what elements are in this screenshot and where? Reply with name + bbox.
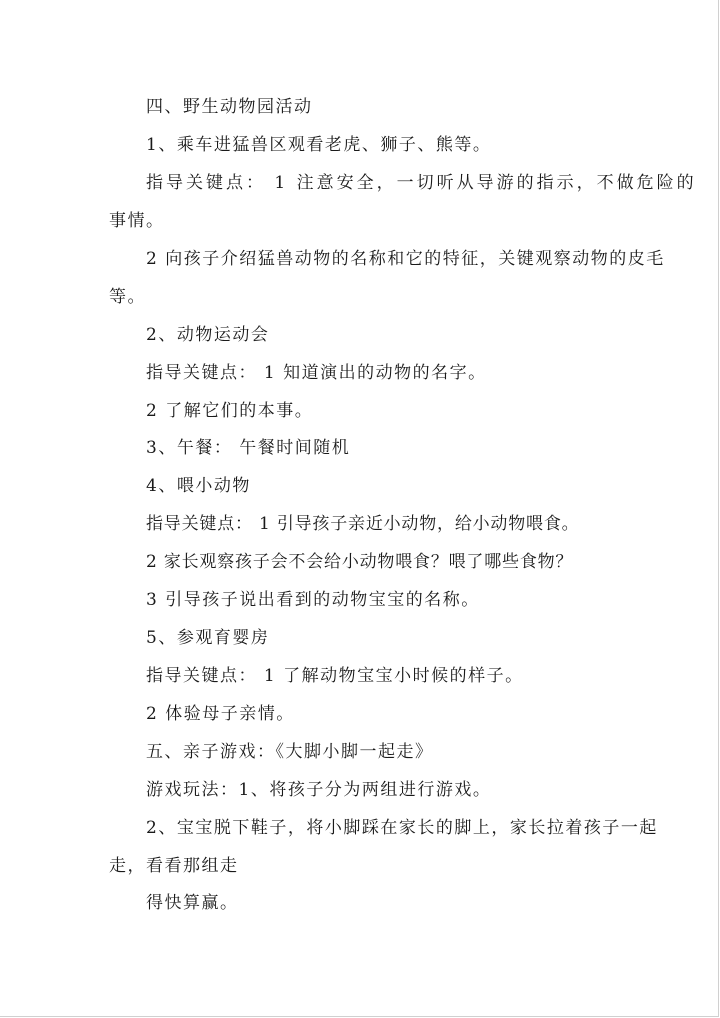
paragraph-line: 指导关键点： 1 引导孩子亲近小动物，给小动物喂食。 <box>146 514 580 534</box>
paragraph-line: 指导关键点： 1 知道演出的动物的名字。 <box>146 363 487 383</box>
section-heading-activity-3: 3、午餐： 午餐时间随机 <box>146 438 351 458</box>
section-heading-activity-4: 4、喂小动物 <box>146 476 251 496</box>
paragraph-line: 2 向孩子介绍猛兽动物的名称和它的特征，关键观察动物的皮毛 <box>146 249 665 269</box>
paragraph-line: 2 了解它们的本事。 <box>146 401 314 421</box>
section-heading-activity-2: 2、动物运动会 <box>146 325 270 345</box>
paragraph-line: 指导关键点： 1 了解动物宝宝小时候的样子。 <box>146 666 524 686</box>
paragraph-line: 得快算赢。 <box>146 893 239 913</box>
section-heading-activity-5: 5、参观育婴房 <box>146 628 270 648</box>
paragraph-line: 2、宝宝脱下鞋子，将小脚踩在家长的脚上，家长拉着孩子一起 <box>146 818 658 838</box>
paragraph-line: 3 引导孩子说出看到的动物宝宝的名称。 <box>146 590 480 610</box>
section-heading-4: 四、野生动物园活动 <box>146 97 313 117</box>
paragraph-line: 等。 <box>109 287 146 307</box>
section-heading-5: 五、亲子游戏：《大脚小脚一起走》 <box>146 742 434 762</box>
paragraph-line: 2 家长观察孩子会不会给小动物喂食？喂了哪些食物？ <box>146 552 574 572</box>
paragraph-line: 游戏玩法：1、将孩子分为两组进行游戏。 <box>146 780 492 800</box>
paragraph-line: 事情。 <box>109 211 165 231</box>
paragraph-line: 1、乘车进猛兽区观看老虎、狮子、熊等。 <box>146 135 492 155</box>
paragraph-line: 指导关键点： 1 注意安全，一切听从导游的指示，不做危险的 <box>146 173 697 193</box>
paragraph-line: 2 体验母子亲情。 <box>146 704 295 724</box>
paragraph-line: 走，看看那组走 <box>109 856 239 876</box>
